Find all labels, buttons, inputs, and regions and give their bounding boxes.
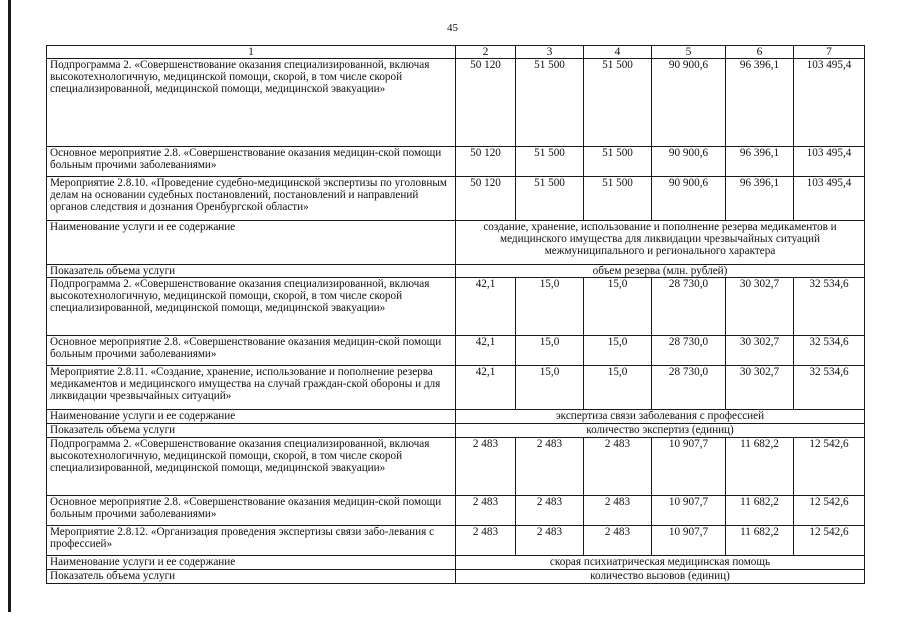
row-label: Основное мероприятие 2.8. «Совершенствование оказания медицин-ской помощи больным прочими заболеваниями» xyxy=(47,336,456,366)
value-cell: 28 730,0 xyxy=(652,278,726,336)
value-cell: 103 495,4 xyxy=(794,147,865,177)
value-cell: 96 396,1 xyxy=(726,59,794,147)
value-cell: 11 682,2 xyxy=(726,526,794,556)
row-label: Подпрограмма 2. «Совершенствование оказания специализированной, включая высокотехнологичную, медицинской помощи, скорой, в том числе скорой специализированной, медицинской помощи, медицинской эвакуации» xyxy=(47,59,456,147)
value-cell: 51 500 xyxy=(516,147,584,177)
value-cell: 12 542,6 xyxy=(794,526,865,556)
service-description: количество вызовов (единиц) xyxy=(456,570,865,584)
column-header: 5 xyxy=(652,46,726,59)
value-cell: 12 542,6 xyxy=(794,438,865,496)
value-cell: 51 500 xyxy=(584,177,652,221)
value-cell: 2 483 xyxy=(456,526,516,556)
row-label: Показатель объема услуги xyxy=(47,424,456,438)
value-cell: 51 500 xyxy=(584,147,652,177)
value-cell: 11 682,2 xyxy=(726,438,794,496)
row-label: Мероприятие 2.8.10. «Проведение судебно-медицинской экспертизы по уголовным делам на основании судебных постановлений, постановлений и направлений органов следствия и дознания Оренбургской области» xyxy=(47,177,456,221)
column-header: 3 xyxy=(516,46,584,59)
value-cell: 2 483 xyxy=(516,496,584,526)
column-header: 7 xyxy=(794,46,865,59)
table-row xyxy=(47,526,865,556)
value-cell: 10 907,7 xyxy=(652,438,726,496)
row-label: Подпрограмма 2. «Совершенствование оказания специализированной, включая высокотехнологичную, медицинской помощи, скорой, в том числе скорой специализированной, медицинской помощи, медицинской эвакуации» xyxy=(47,278,456,336)
value-cell: 2 483 xyxy=(456,496,516,526)
value-cell: 50 120 xyxy=(456,147,516,177)
column-header-row xyxy=(47,46,865,59)
row-label: Наименование услуги и ее содержание xyxy=(47,410,456,424)
value-cell: 2 483 xyxy=(516,438,584,496)
value-cell: 10 907,7 xyxy=(652,496,726,526)
page-number: 45 xyxy=(447,22,458,34)
row-label: Основное мероприятие 2.8. «Совершенствование оказания медицин-ской помощи больным прочими заболеваниями» xyxy=(47,496,456,526)
row-label: Показатель объема услуги xyxy=(47,265,456,278)
value-cell: 90 900,6 xyxy=(652,59,726,147)
value-cell: 15,0 xyxy=(516,366,584,410)
value-cell: 90 900,6 xyxy=(652,147,726,177)
value-cell: 2 483 xyxy=(456,438,516,496)
row-label: Показатель объема услуги xyxy=(47,570,456,584)
value-cell: 30 302,7 xyxy=(726,366,794,410)
row-label: Мероприятие 2.8.12. «Организация проведения экспертизы связи забо-левания с профессией» xyxy=(47,526,456,556)
value-cell: 15,0 xyxy=(516,336,584,366)
service-row xyxy=(47,424,865,438)
table-row xyxy=(47,59,865,147)
value-cell: 12 542,6 xyxy=(794,496,865,526)
table-row xyxy=(47,177,865,221)
service-row xyxy=(47,265,865,278)
service-description: объем резерва (млн. рублей) xyxy=(456,265,865,278)
table-row xyxy=(47,366,865,410)
service-row xyxy=(47,221,865,265)
table-row xyxy=(47,496,865,526)
column-header: 2 xyxy=(456,46,516,59)
table-row xyxy=(47,336,865,366)
table-body xyxy=(47,46,865,584)
value-cell: 51 500 xyxy=(516,177,584,221)
value-cell: 15,0 xyxy=(584,366,652,410)
value-cell: 30 302,7 xyxy=(726,336,794,366)
value-cell: 32 534,6 xyxy=(794,278,865,336)
value-cell: 103 495,4 xyxy=(794,177,865,221)
value-cell: 51 500 xyxy=(516,59,584,147)
value-cell: 30 302,7 xyxy=(726,278,794,336)
service-description: скорая психиатрическая медицинская помощь xyxy=(456,556,865,570)
value-cell: 90 900,6 xyxy=(652,177,726,221)
value-cell: 51 500 xyxy=(584,59,652,147)
budget-table xyxy=(46,45,865,584)
value-cell: 42,1 xyxy=(456,278,516,336)
column-header: 6 xyxy=(726,46,794,59)
value-cell: 15,0 xyxy=(516,278,584,336)
row-label: Мероприятие 2.8.11. «Создание, хранение, использование и пополнение резерва медикаментов и медицинского имущества на случай граждан-ской обороны и для ликвидации чрезвычайных ситуаций» xyxy=(47,366,456,410)
value-cell: 2 483 xyxy=(584,496,652,526)
service-description: экспертиза связи заболевания с профессией xyxy=(456,410,865,424)
value-cell: 2 483 xyxy=(584,526,652,556)
service-row xyxy=(47,556,865,570)
value-cell: 50 120 xyxy=(456,59,516,147)
value-cell: 2 483 xyxy=(516,526,584,556)
column-header: 4 xyxy=(584,46,652,59)
table-row xyxy=(47,438,865,496)
value-cell: 2 483 xyxy=(584,438,652,496)
value-cell: 50 120 xyxy=(456,177,516,221)
value-cell: 11 682,2 xyxy=(726,496,794,526)
value-cell: 15,0 xyxy=(584,336,652,366)
value-cell: 28 730,0 xyxy=(652,336,726,366)
value-cell: 96 396,1 xyxy=(726,177,794,221)
service-row xyxy=(47,410,865,424)
table-row xyxy=(47,147,865,177)
value-cell: 15,0 xyxy=(584,278,652,336)
value-cell: 96 396,1 xyxy=(726,147,794,177)
page-edge-rule xyxy=(8,0,11,612)
value-cell: 10 907,7 xyxy=(652,526,726,556)
service-description: количество экспертиз (единиц) xyxy=(456,424,865,438)
value-cell: 42,1 xyxy=(456,366,516,410)
value-cell: 42,1 xyxy=(456,336,516,366)
row-label: Наименование услуги и ее содержание xyxy=(47,556,456,570)
value-cell: 103 495,4 xyxy=(794,59,865,147)
service-row xyxy=(47,570,865,584)
row-label: Наименование услуги и ее содержание xyxy=(47,221,456,265)
table-row xyxy=(47,278,865,336)
column-header: 1 xyxy=(47,46,456,59)
row-label: Основное мероприятие 2.8. «Совершенствование оказания медицин-ской помощи больным прочими заболеваниями» xyxy=(47,147,456,177)
value-cell: 32 534,6 xyxy=(794,366,865,410)
value-cell: 28 730,0 xyxy=(652,366,726,410)
value-cell: 32 534,6 xyxy=(794,336,865,366)
row-label: Подпрограмма 2. «Совершенствование оказания специализированной, включая высокотехнологичную, медицинской помощи, скорой, в том числе скорой специализированной, медицинской помощи, медицинской эвакуации» xyxy=(47,438,456,496)
service-description: создание, хранение, использование и пополнение резерва медикаментов и медицинского имущества для ликвидации чрезвычайных ситуаций межмуниципального и регионального характера xyxy=(456,221,865,265)
